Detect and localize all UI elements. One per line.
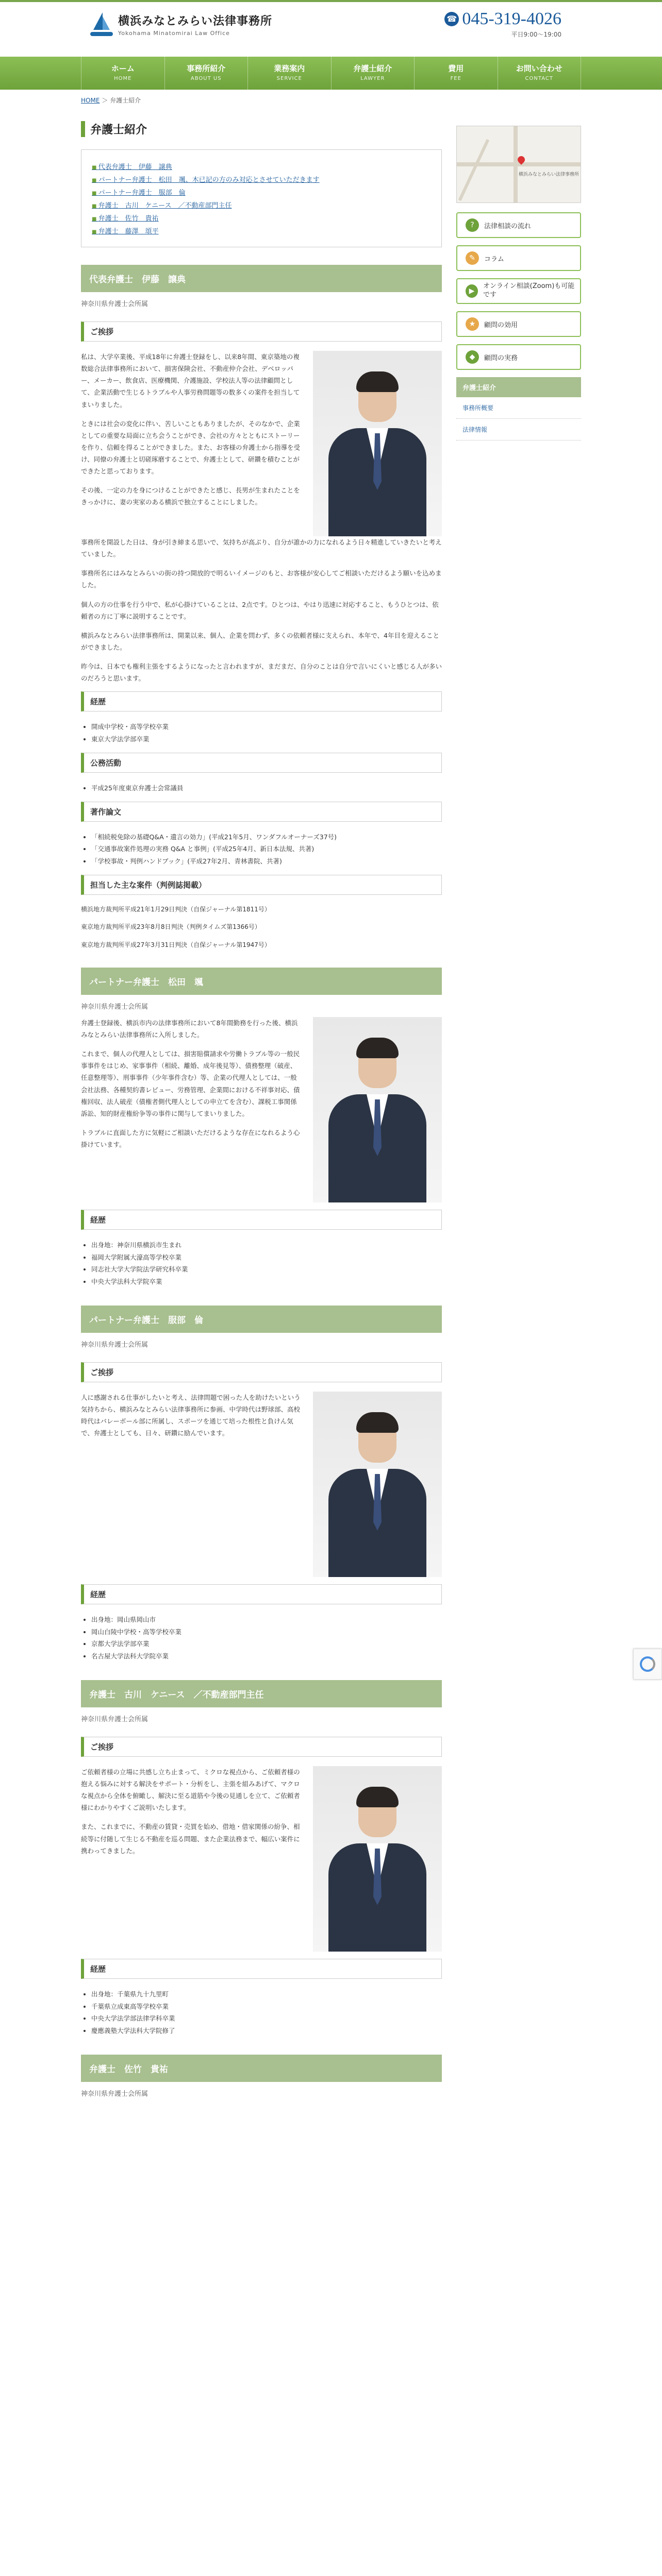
lawyer-heading: パートナー弁護士 服部 倫 [81,1306,442,1333]
nav-label-en: CONTACT [525,76,553,81]
business-hours: 平日9:00～19:00 [511,31,561,38]
greeting-paragraph: ときには社会の変化に伴い、苦しいこともありましたが、そのなかで、企業としての重要な局面に立ち会うことができ、会社の方々とともにストーリーを作り、信頼を得ることができました。また、お客様の弁護士から指導を受け、同僚の弁護士と切磋琢磨することで、弁護士として、研鑽を積むことができたと思っております。 [81,419,301,476]
online-consult-button[interactable] [456,278,581,304]
lawyer-photo [313,1017,442,1202]
button-label: 顧問の効用 [484,321,518,329]
section-heading-cases: 担当した主な案件（判例誌掲載） [81,875,442,895]
greeting-paragraph: 事務所を開設した日は、身が引き締まる思いで、気持ちが高ぶり、自分が誰かの力になれるよう日々精進していきたいと考えていました。 [81,538,442,558]
sidebar-link[interactable]: 法律情報 [456,419,581,440]
bar-association: 神奈川県弁護士会所属 [81,300,148,308]
contact-phone[interactable] [444,9,561,39]
nav-lawyer[interactable] [332,57,415,90]
greeting-paragraph: 事務所名にはみなとみらいの街の持つ開放的で明るいイメージのもと、お客様が安心してご相談いただけるよう願いを込めました。 [81,569,442,589]
greeting-paragraph: 個人の方の仕事を行う中で、私が心掛けていることは、2点です。ひとつは、やはり迅速に対応すること、もうひとつは、依頼者の方に丁寧に説明することです。 [81,600,439,620]
lawyer-photo [313,1392,442,1577]
section-heading-career: 経歴 [81,1959,442,1979]
nav-label-en: HOME [114,76,132,81]
firm-name: 横浜みなとみらい法律事務所 [118,14,273,28]
phone-number: 045-319-4026 [462,9,561,28]
nav-label: 業務案内 [274,64,305,73]
greeting-paragraph: トラブルに直面した方に気軽にご相談いただけるような存在になれるよう心掛けています。 [81,1128,300,1149]
main-content [81,90,442,2104]
table-of-contents [81,149,442,247]
section-heading-career: 経歴 [81,1584,442,1604]
books-list [81,831,442,868]
career-item: • 中央大学法学部法律学科卒業 [91,2012,442,2025]
case-item: 横浜地方裁判所平成21年1月29日判決（自保ジャーナル第1811号） [81,905,271,913]
career-list [81,721,442,745]
greeting-text-continued [81,536,442,684]
nav-service[interactable] [248,57,332,90]
public-item: • 平成25年度東京弁護士会常議員 [91,782,442,794]
nav-label: ホーム [111,64,135,73]
page-title: 弁護士紹介 [81,121,442,137]
greeting-text [81,1392,303,1577]
toc-link[interactable]: ■ 弁護士 藤澤 頌平 [92,226,431,235]
consult-icon: ? [466,218,479,232]
toc-link[interactable]: ■ パートナー弁護士 松田 颯、木已記の方のみ対応とさせていただきます [92,174,431,184]
nav-label-en: SERVICE [276,76,302,81]
career-item: • 出身地：千葉県九十九里町 [91,1988,442,2001]
button-label: 法律相談の流れ [484,222,532,230]
greeting-paragraph: 昨今は、日本でも権利主張をするようになったと言われますが、まだまだ、自分のことは自分で言いにくいと感じる人が多いのだろうと思います。 [81,663,442,683]
career-item: • 名古屋大学法科大学院卒業 [91,1650,442,1663]
section-heading-career: 経歴 [81,691,442,711]
breadcrumb-separator: ＞ [102,97,108,104]
nav-about[interactable] [165,57,249,90]
recaptcha-badge[interactable] [633,1649,662,1680]
nav-label-en: FEE [450,76,461,81]
greeting-paragraph: ご依頼者様の立場に共感し立ち止まって、ミクロな視点から、ご依頼者様の抱える悩みに対する解決をサポート・分析をし、主張を組みあげて、マクロな視点から全体を俯瞰し、解決に至る道筋や今後の見通しを立て、ご依頼者様にわかりやすくご説明いたします。 [81,1768,300,1812]
site-logo[interactable] [90,11,272,37]
sidebar-link[interactable]: 事務所概要 [456,397,581,419]
column-icon: ✎ [466,251,479,265]
lawyer-heading: 弁護士 佐竹 貴祐 [81,2055,442,2082]
career-item: • 岡山白陵中学校・高等学校卒業 [91,1626,442,1638]
career-item: • 同志社大学大学院法学研究科卒業 [91,1263,442,1276]
career-item: • 開成中学校・高等学校卒業 [91,721,442,733]
nav-label: 事務所紹介 [187,64,226,73]
nav-label: 費用 [448,64,464,73]
button-label: オンライン相談(Zoom)も可能です [483,282,575,299]
book-item: • 「相続税免除の基礎Q&A・遺言の効力」(平成21年5月、ワンダフルオーナーズ37号) [91,831,442,843]
lawyer-heading: 弁護士 古川 ケニース ／不動産部門主任 [81,1680,442,1707]
button-label: 顧問の実務 [484,354,518,362]
career-item: • 京都大学法学部卒業 [91,1638,442,1650]
greeting-paragraph: その後、一定の力を身につけることができたと感じ、長男が生まれたことをきっかけに、妻の実家のある横浜で独立することにしました。 [81,486,300,506]
toc-link[interactable]: ■ パートナー弁護士 服部 倫 [92,187,431,197]
toc-link[interactable]: ■ 弁護士 佐竹 貴祐 [92,213,431,223]
breadcrumb [81,90,442,111]
site-header [0,0,662,57]
greeting-paragraph: また、これまでに、不動産の賃貸・売買を始め、借地・借家関係の紛争、相続等に付随して生じる不動産を巡る問題、また企業法務まで、幅広い案件に携わってきました。 [81,1823,300,1855]
nav-label: お問い合わせ [516,64,562,73]
nav-label: 弁護士紹介 [353,64,392,73]
career-item: • 東京大学法学部卒業 [91,733,442,745]
career-item: • 中央大学法科大学院卒業 [91,1276,442,1288]
section-heading-career: 経歴 [81,1210,442,1230]
section-heading-greeting: ご挨拶 [81,1737,442,1757]
sailboat-logo-icon [90,11,113,37]
access-map[interactable] [456,126,581,203]
career-item: • 福岡大学附属大濠高等学校卒業 [91,1251,442,1264]
greeting-text [81,351,303,536]
greeting-paragraph: 人に感謝される仕事がしたいと考え、法律問題で困った人を助けたいという気持ちから、横浜みなとみらい法律事務所に参画、中学時代は野球部、高校時代はバレーボール部に所属し、スポーツを通じて培った根性と負けん気で、弁護士としても、日々、研鑽に励んでいます。 [81,1393,301,1437]
nav-label-en: LAWYER [360,76,385,81]
case-item: 東京地方裁判所平成27年3月31日判決（自保ジャーナル第1947号） [81,941,271,948]
toc-link[interactable]: ■ 代表弁護士 伊藤 譲典 [92,161,431,171]
nav-contact[interactable] [498,57,582,90]
consultation-flow-button[interactable] [456,212,581,238]
section-heading-books: 著作論文 [81,802,442,822]
greeting-paragraph: 横浜みなとみらい法律事務所は、開業以来、個人、企業を問わず、多くの依頼者様に支えられ、本年で、4年目を迎えることができました。 [81,631,439,651]
advisor-icon: ★ [466,317,479,331]
practice-icon: ◆ [466,350,479,364]
bar-association: 神奈川県弁護士会所属 [81,2090,148,2098]
nav-fee[interactable] [415,57,498,90]
case-item: 東京地方裁判所平成23年8月8日判決（判例タイムズ第1366号） [81,923,261,931]
video-icon: ▶ [466,284,478,298]
lawyer-heading: パートナー弁護士 松田 颯 [81,968,442,995]
lawyer-photo [313,351,442,536]
sidebar-panel [456,377,581,440]
breadcrumb-current: 弁護士紹介 [110,97,141,104]
career-item: • 出身地：岡山県岡山市 [91,1614,442,1626]
career-list [81,1988,442,2037]
bar-association: 神奈川県弁護士会所属 [81,1715,148,1723]
firm-name-en: Yokohama Minatomirai Law Office [118,29,230,37]
greeting-paragraph: 弁護士登録後、横浜市内の法律事務所において8年間勤務を行った後、横浜みなとみらい法律事務所に入所しました。 [81,1019,298,1039]
advisor-effect-button[interactable] [456,311,581,337]
nav-label-en: ABOUT US [190,76,222,81]
greeting-paragraph: これまで、個人の代理人としては、損害賠償請求や労働トラブル等の一般民事事件をはじめ、家事事件（相続、離婚、成年後見等）、債務整理（破産、任意整理等）、刑事事件（少年事件含む）等、企業の代理人としては、一般会社法務、各種契約書レビュー、労務管理、企業間における不祥事対応、債権回収、法人破産（債権者側代理人としての申立てを含む）、課税工事関係訴訟、知的財産権紛争等の事件に関与してまいりました。 [81,1050,300,1117]
lawyer-heading: 代表弁護士 伊藤 譲典 [81,265,442,292]
sidebar-panel-heading: 弁護士紹介 [456,377,581,397]
nav-home[interactable] [81,57,165,90]
recaptcha-icon [640,1656,655,1672]
book-item: • 「交通事故案件処理の実務 Q&A と事例」(平成25年4月、新日本法規、共著) [91,843,442,855]
section-heading-greeting: ご挨拶 [81,1362,442,1382]
map-label: 横浜みなとみらい法律事務所 [519,172,580,177]
public-list [81,782,442,794]
career-list [81,1239,442,1288]
sidebar [456,90,581,2104]
breadcrumb-home[interactable]: HOME [81,97,100,104]
advisor-practice-button[interactable] [456,344,581,370]
greeting-paragraph: 私は、大学卒業後、平成18年に弁護士登録をし、以来8年間、東京築地の複数総合法律事務所において、損害保険会社、不動産仲介会社、デベロッパー、メーカー、飲食店、医療機関、介護施設、学校法人等の法律顧問として、企業活動で生じるトラブルや人事労務問題等の数多くの案件を担当してまいりました。 [81,353,300,409]
career-list [81,1614,442,1663]
bar-association: 神奈川県弁護士会所属 [81,1003,148,1011]
book-item: • 「学校事故・判例ハンドブック」(平成27年2月、青林書院、共著) [91,855,442,868]
career-item: • 出身地：神奈川県横浜市生まれ [91,1239,442,1251]
global-nav [0,57,662,90]
toc-link[interactable]: ■ 弁護士 古川 ケニース ／不動産部門主任 [92,200,431,210]
phone-icon: ☎ [444,12,459,26]
career-item: • 千葉県立成東高等学校卒業 [91,2001,442,2013]
button-label: コラム [484,255,504,263]
career-item: • 慶應義塾大学法科大学院修了 [91,2025,442,2037]
column-button[interactable] [456,245,581,271]
section-heading-public: 公務活動 [81,753,442,773]
greeting-text [81,1017,303,1202]
section-heading-greeting: ご挨拶 [81,321,442,342]
bar-association: 神奈川県弁護士会所属 [81,1341,148,1349]
lawyer-photo [313,1766,442,1952]
greeting-text [81,1766,303,1952]
